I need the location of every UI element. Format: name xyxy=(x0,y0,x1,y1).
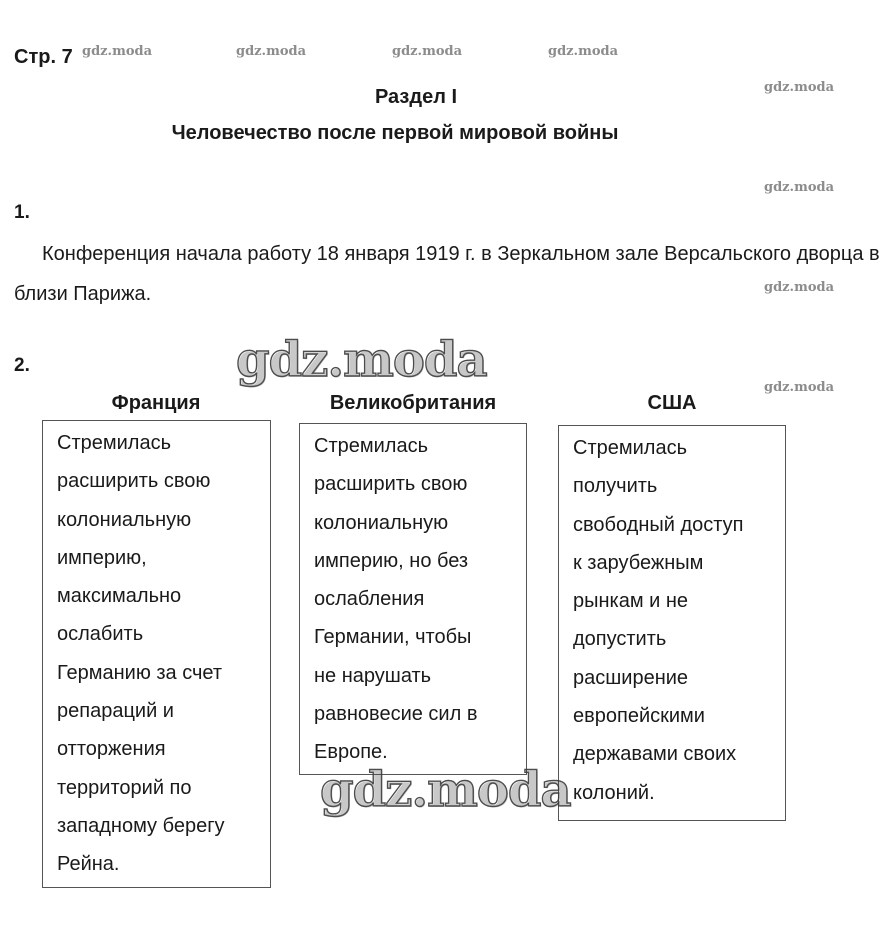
task-2-number: 2. xyxy=(14,355,30,376)
watermark-small: gdz.moda xyxy=(764,380,835,395)
watermark-small: gdz.moda xyxy=(764,180,835,195)
box-line: расширить свою xyxy=(57,470,211,493)
box-line: рынкам и не xyxy=(573,590,689,613)
page-number: Стр. 7 xyxy=(14,46,73,68)
box-line: максимально xyxy=(57,585,182,608)
box-line: Стремилась xyxy=(57,432,171,454)
box-line: не нарушать xyxy=(314,664,432,687)
watermark-small: gdz.moda xyxy=(764,280,835,295)
watermark-large: gdz.moda xyxy=(320,762,571,818)
box-line: Германии, чтобы xyxy=(314,626,472,649)
watermark-small: gdz.moda xyxy=(392,44,463,59)
box-line: территорий по xyxy=(57,776,192,799)
box-line: западному берегу xyxy=(57,814,225,837)
column-header-britain: Великобритания xyxy=(329,392,497,414)
box-line: колониальную xyxy=(57,508,192,531)
box-line: колониальную xyxy=(314,511,449,534)
task-1-number: 1. xyxy=(14,202,30,223)
box-line: расширение xyxy=(573,666,689,689)
section-title: Раздел I xyxy=(374,86,458,108)
column-header-france: Франция xyxy=(111,392,201,414)
box-line: допустить xyxy=(573,628,667,651)
box-line: Стремилась xyxy=(314,435,428,457)
box-line: европейскими xyxy=(573,705,705,728)
usa-goals-box xyxy=(558,425,786,821)
box-line: империю, xyxy=(57,546,147,569)
box-line: получить xyxy=(573,475,658,498)
box-line: репараций и xyxy=(57,700,174,723)
box-line: ослабить xyxy=(57,623,144,646)
france-goals-box xyxy=(42,420,271,888)
box-line: Стремилась xyxy=(573,437,687,459)
watermark-small: gdz.moda xyxy=(82,44,153,59)
watermark-large: gdz.moda xyxy=(236,332,487,388)
chapter-title: Человечество после первой мировой войны xyxy=(171,122,619,144)
box-line: Европе. xyxy=(314,741,388,764)
task-1-answer: Конференция начала работу 18 января 1919 г. в Зеркальном зале Версальского дворца в близи Парижа. xyxy=(14,243,880,305)
box-line: свободный доступ xyxy=(573,513,744,536)
box-line: Рейна. xyxy=(57,853,120,876)
watermark-small: gdz.moda xyxy=(236,44,307,59)
column-header-usa: США xyxy=(647,392,697,414)
box-line: империю, но без xyxy=(314,549,469,572)
watermark-small: gdz.moda xyxy=(548,44,619,59)
box-line: колоний. xyxy=(573,781,655,804)
box-line: державами своих xyxy=(573,743,737,766)
box-line: к зарубежным xyxy=(573,551,704,574)
box-line: равновесие сил в xyxy=(314,703,478,726)
box-line: расширить свою xyxy=(314,473,468,496)
box-line: отторжения xyxy=(57,738,166,761)
box-line: ослабления xyxy=(314,588,425,611)
britain-goals-box xyxy=(299,423,527,775)
box-line: Германию за счет xyxy=(57,661,223,684)
watermark-small: gdz.moda xyxy=(764,80,835,95)
